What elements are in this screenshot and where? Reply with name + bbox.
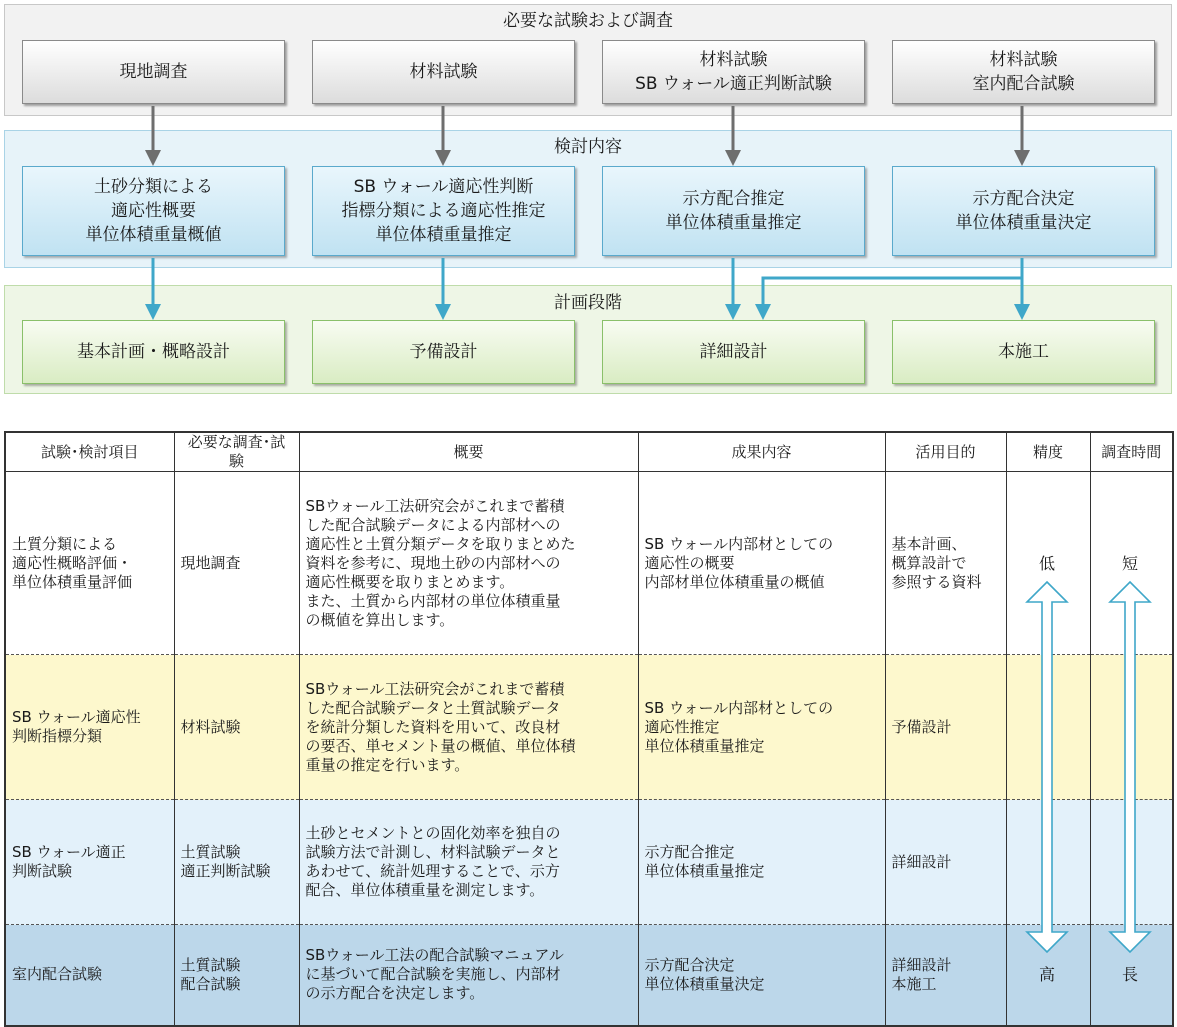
cell-item: SB ウォール適正 判断試験 [5, 800, 174, 925]
cell-result: SB ウォール内部材としての 適応性推定 単位体積重量推定 [638, 655, 885, 800]
band-title-planning: 計画段階 [554, 293, 622, 313]
box-preliminary-design: 予備設計 [312, 320, 575, 384]
accuracy-high-label: 高 [1038, 965, 1055, 984]
arrow-blue-4a [763, 258, 1022, 306]
box-soil-classification: 土砂分類による 適応性概要 単位体積重量概値 [22, 166, 285, 256]
cell-survey: 材料試験 [174, 655, 299, 800]
box-mix-decision: 示方配合決定 単位体積重量決定 [892, 166, 1155, 256]
table-header-row [5, 432, 1173, 472]
cell-accuracy [1006, 655, 1090, 800]
test-summary-table [4, 431, 1174, 1027]
cell-time [1090, 655, 1173, 800]
cell-summary: SBウォール工法研究会がこれまで蓄積 した配合試験データによる内部材への 適応性と土質分類データを取りまとめた 資料を参考に、現地土砂の内部材への 適応性概要を取りまとめます。 また、土質から内部材の単位体積重量 の概値を算出します。 [299, 472, 638, 655]
band-title-required: 必要な試験および調査 [503, 11, 673, 31]
box-detailed-design: 詳細設計 [602, 320, 865, 384]
cell-purpose: 詳細設計 本施工 [885, 925, 1006, 1026]
cell-purpose: 予備設計 [885, 655, 1006, 800]
box-mix-estimate: 示方配合推定 単位体積重量推定 [602, 166, 865, 256]
cell-result: 示方配合決定 単位体積重量決定 [638, 925, 885, 1026]
cell-summary: SBウォール工法の配合試験マニュアル に基づいて配合試験を実施し、内部材 の示方配合を決定します。 [299, 925, 638, 1026]
cell-survey: 土質試験 配合試験 [174, 925, 299, 1026]
cell-item: 土質分類による 適応性概略評価・ 単位体積重量評価 [5, 472, 174, 655]
table-row [5, 800, 1173, 925]
table-row [5, 925, 1173, 1026]
box-material-mix-test: 材料試験 室内配合試験 [892, 40, 1155, 104]
band-title-study: 検討内容 [554, 137, 622, 157]
header-item: 試験･検討項目 [5, 432, 174, 472]
box-construction: 本施工 [892, 320, 1155, 384]
cell-item: SB ウォール適応性 判断指標分類 [5, 655, 174, 800]
cell-result: 示方配合推定 単位体積重量推定 [638, 800, 885, 925]
cell-item: 室内配合試験 [5, 925, 174, 1026]
header-purpose: 活用目的 [885, 432, 1006, 472]
cell-purpose: 基本計画、 概算設計で 参照する資料 [885, 472, 1006, 655]
box-material-test: 材料試験 [312, 40, 575, 104]
header-time: 調査時間 [1090, 432, 1173, 472]
cell-summary: SBウォール工法研究会がこれまで蓄積 した配合試験データと土質試験データ を統計分類した資料を用いて、改良材 の要否、単セメント量の概値、単位体積 重量の推定を行います。 [299, 655, 638, 800]
box-material-sb-test: 材料試験 SB ウォール適正判断試験 [602, 40, 865, 104]
header-accuracy: 精度 [1006, 432, 1090, 472]
cell-time [1090, 800, 1173, 925]
accuracy-low-label: 低 [1038, 554, 1055, 573]
cell-result: SB ウォール内部材としての 適応性の概要 内部材単位体積重量の概値 [638, 472, 885, 655]
cell-survey: 土質試験 適正判断試験 [174, 800, 299, 925]
box-sb-index: SB ウォール適応性判断 指標分類による適応性推定 単位体積重量推定 [312, 166, 575, 256]
table-row [5, 472, 1173, 655]
box-site-survey: 現地調査 [22, 40, 285, 104]
time-long-label: 長 [1121, 965, 1138, 984]
header-summary: 概要 [299, 432, 638, 472]
flow-arrows [0, 0, 1177, 400]
cell-accuracy [1006, 800, 1090, 925]
header-survey: 必要な調査･試験 [174, 432, 299, 472]
table-row [5, 655, 1173, 800]
cell-summary: 土砂とセメントとの固化効率を独自の 試験方法で計測し、材料試験データと あわせて、統計処理することで、示方 配合、単位体積重量を測定します。 [299, 800, 638, 925]
time-short-label: 短 [1121, 554, 1138, 573]
cell-survey: 現地調査 [174, 472, 299, 655]
header-result: 成果内容 [638, 432, 885, 472]
box-basic-plan: 基本計画・概略設計 [22, 320, 285, 384]
cell-purpose: 詳細設計 [885, 800, 1006, 925]
